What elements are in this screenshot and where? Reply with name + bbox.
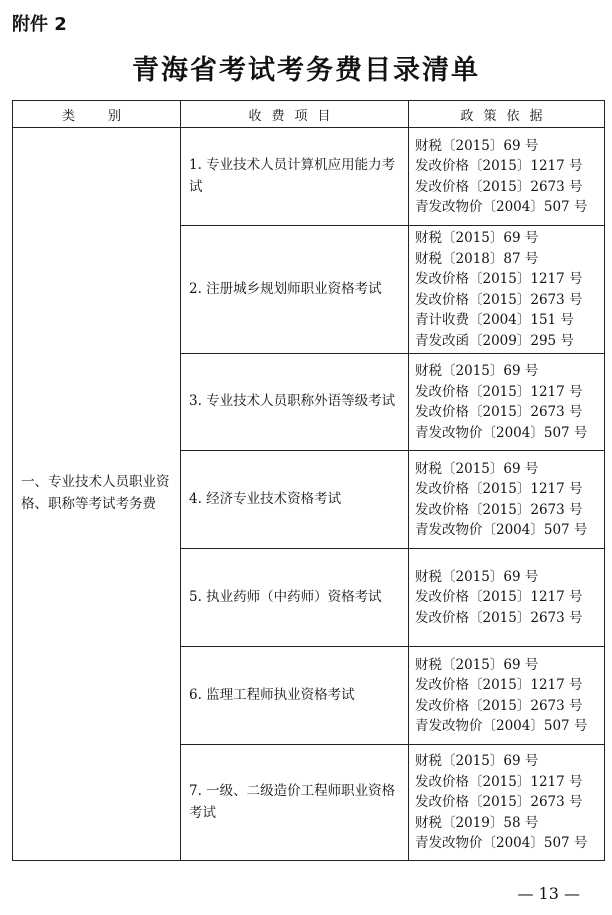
policy-reference: 发改价格〔2015〕1217 号 (415, 677, 583, 693)
header-category: 类 别 (13, 101, 181, 128)
policy-reference: 财税〔2018〕87 号 (415, 250, 539, 267)
annex-label: 附件 2 (12, 14, 67, 35)
policy-reference: 青计收费〔2004〕151 号 (415, 312, 574, 328)
fee-item-cell: 7. 一级、二级造价工程师职业资格考试 (181, 745, 409, 861)
policy-reference: 发改价格〔2015〕2673 号 (415, 178, 583, 195)
policy-reference: 青发改函〔2009〕295 号 (415, 332, 574, 349)
policy-reference: 青发改物价〔2004〕507 号 (415, 718, 588, 734)
policy-basis-cell (409, 451, 605, 549)
policy-basis-cell (409, 647, 605, 745)
policy-reference: 财税〔2015〕69 号 (415, 656, 539, 673)
header-fee-item: 收费项目 (181, 101, 409, 128)
policy-reference: 财税〔2015〕69 号 (415, 230, 539, 246)
fee-item-cell: 5. 执业药师（中药师）资格考试 (181, 549, 409, 647)
policy-basis-cell (409, 128, 605, 226)
policy-reference: 财税〔2015〕69 号 (415, 137, 539, 154)
fee-item-cell: 3. 专业技术人员职称外语等级考试 (181, 354, 409, 451)
policy-reference: 发改价格〔2015〕2673 号 (415, 404, 583, 420)
policy-reference: 发改价格〔2015〕1217 号 (415, 271, 583, 287)
policy-reference: 财税〔2015〕69 号 (415, 753, 539, 770)
policy-reference: 发改价格〔2015〕2673 号 (415, 609, 583, 626)
policy-reference: 发改价格〔2015〕2673 号 (415, 697, 583, 714)
document-title: 青海省考试考务费目录清单 (132, 55, 480, 86)
fee-item-cell: 2. 注册城乡规划师职业资格考试 (181, 226, 409, 354)
policy-reference: 发改价格〔2015〕2673 号 (415, 501, 583, 518)
policy-reference: 发改价格〔2015〕1217 号 (415, 773, 583, 790)
policy-reference: 发改价格〔2015〕2673 号 (415, 291, 583, 308)
policy-reference: 青发改物价〔2004〕507 号 (415, 199, 588, 215)
fee-catalog-table (12, 100, 605, 861)
policy-reference: 发改价格〔2015〕1217 号 (415, 158, 583, 174)
page-number: — 13 — (517, 884, 580, 903)
policy-reference: 财税〔2015〕69 号 (415, 568, 539, 585)
table-header-row (13, 101, 605, 128)
fee-item-cell: 4. 经济专业技术资格考试 (181, 451, 409, 549)
policy-reference: 发改价格〔2015〕1217 号 (415, 589, 583, 606)
category-cell: 一、专业技术人员职业资格、职称等考试考务费 (13, 128, 181, 861)
table-row (13, 128, 605, 226)
policy-basis-cell (409, 354, 605, 451)
policy-reference: 发改价格〔2015〕1217 号 (415, 383, 583, 400)
policy-reference: 青发改物价〔2004〕507 号 (415, 835, 588, 852)
policy-reference: 青发改物价〔2004〕507 号 (415, 424, 588, 441)
fee-item-cell: 1. 专业技术人员计算机应用能力考试 (181, 128, 409, 226)
policy-reference: 财税〔2019〕58 号 (415, 814, 539, 831)
policy-basis-cell (409, 549, 605, 647)
header-policy-basis: 政策依据 (409, 101, 605, 128)
policy-reference: 财税〔2015〕69 号 (415, 363, 539, 379)
policy-reference: 发改价格〔2015〕1217 号 (415, 481, 583, 497)
policy-reference: 财税〔2015〕69 号 (415, 460, 539, 477)
policy-reference: 发改价格〔2015〕2673 号 (415, 794, 583, 811)
policy-basis-cell (409, 226, 605, 354)
fee-item-cell: 6. 监理工程师执业资格考试 (181, 647, 409, 745)
policy-basis-cell (409, 745, 605, 861)
table-body (13, 128, 605, 861)
policy-reference: 青发改物价〔2004〕507 号 (415, 522, 588, 538)
